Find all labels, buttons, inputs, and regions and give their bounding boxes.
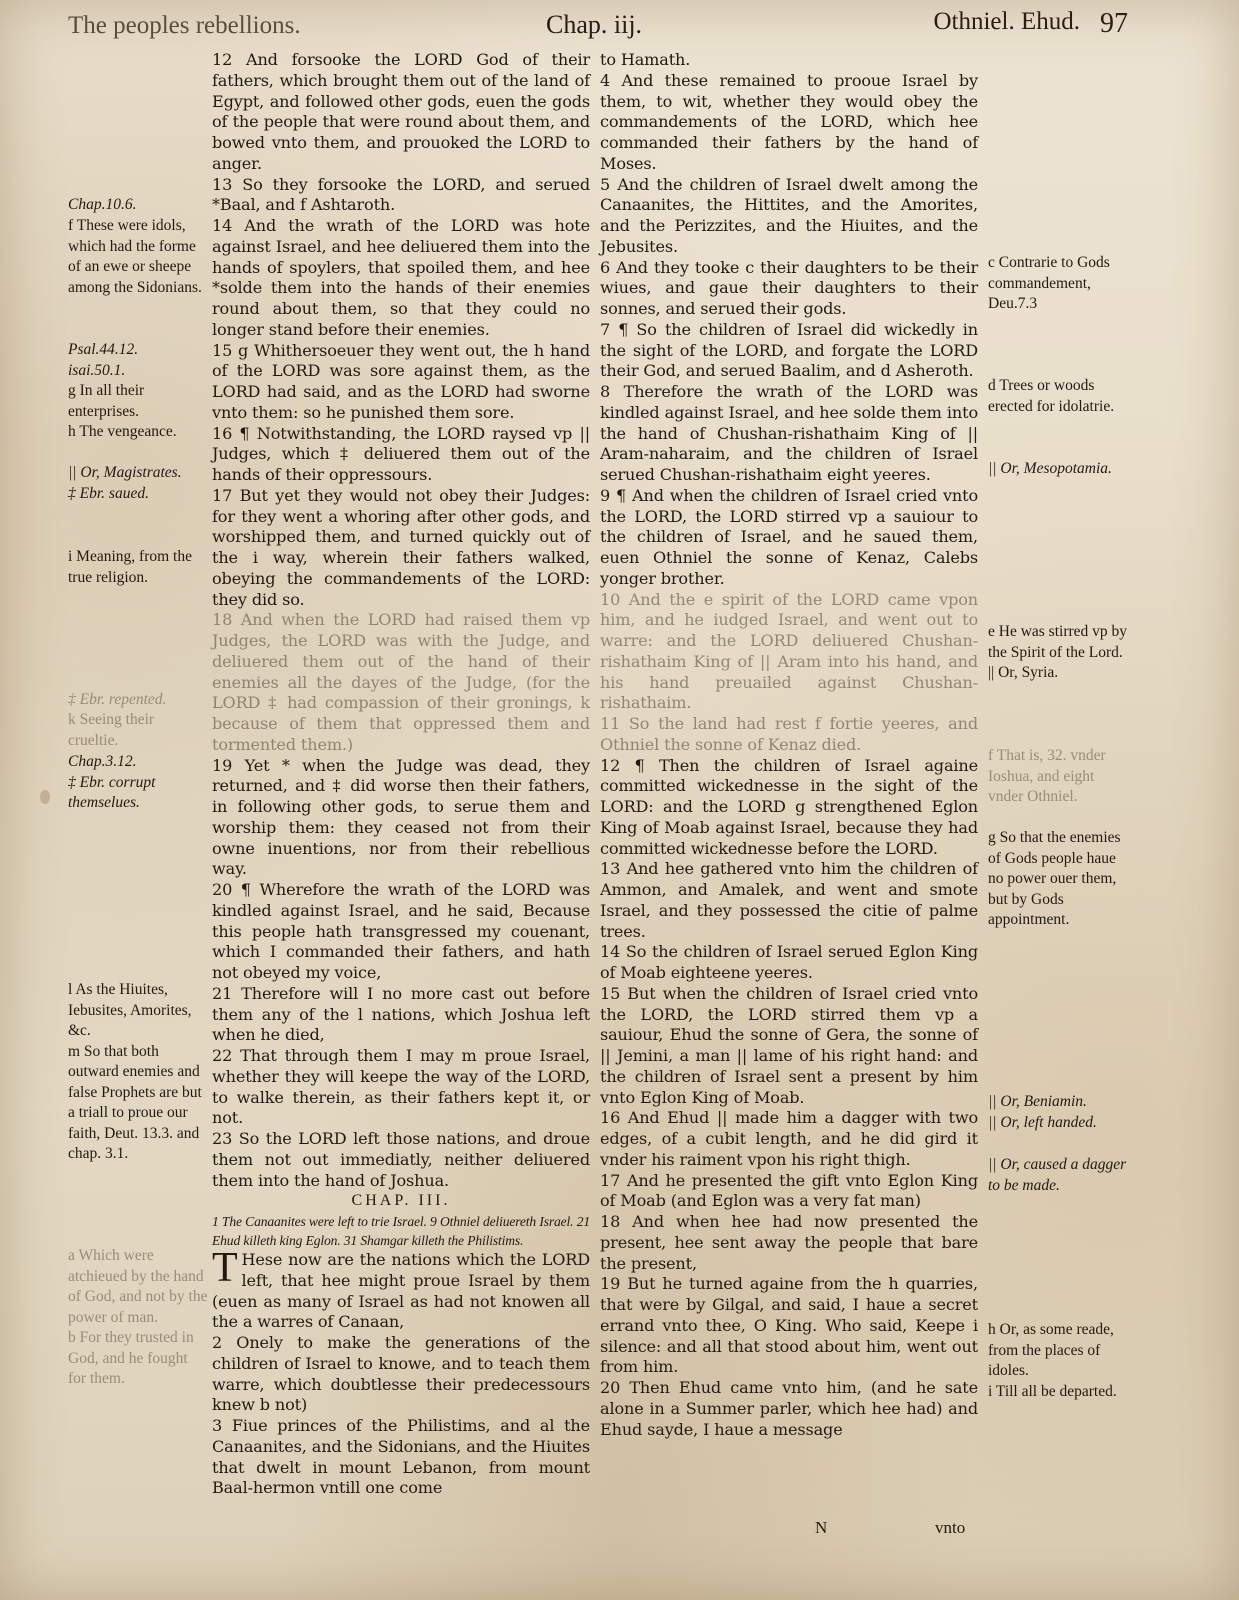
margin-note: l As the Hiuites, Iebusites, Amorites, &c. m So that both outward enemies and false Prophets are but a triall to proue our faith, Deut. 13.3. and chap. 3.1. bbox=[68, 981, 202, 1162]
verse: 5 And the children of Israel dwelt among the Canaanites, the Hittites, and the Amorites, and the Perizzites, and the Hiuites, and the Jebusites. bbox=[600, 174, 978, 256]
verse: 16 And Ehud || made him a dagger with two edges, of a cubit length, and he did gird it vnder his raiment vpon his right thigh. bbox=[600, 1108, 978, 1169]
verse: 16 ¶ Notwithstanding, the LORD raysed vp || Judges, which ‡ deliuered them out of the hands of their oppressours. bbox=[212, 423, 590, 484]
header-right-title: Othniel. Ehud. bbox=[933, 8, 1080, 35]
verse: 14 So the children of Israel serued Eglon King of Moab eighteene yeeres. bbox=[600, 942, 978, 982]
catchword: vnto bbox=[935, 1518, 966, 1537]
verse: 20 Then Ehud came vnto him, (and he sate alone in a Summer parler, which hee had) and Ehud sayde, I haue a message bbox=[600, 1378, 978, 1439]
margin-note: i Meaning, from the true religion. bbox=[68, 548, 192, 586]
margin-note: f These were idols, which had the forme of an ewe or sheepe among the Sidonians. bbox=[68, 217, 202, 296]
margin-note: ‡ Ebr. repented. bbox=[68, 691, 167, 708]
verse: 17 And he presented the gift vnto Eglon King of Moab (and Eglon was a very fat man) bbox=[600, 1170, 978, 1211]
verse: 11 So the land had rest f fortie yeeres, and Othniel the sonne of Kenaz died. bbox=[600, 714, 978, 754]
chapter-summary: 1 The Canaanites were left to trie Israel. 9 Othniel deliuereth Israel. 21 Ehud killeth king Eglon. 31 Shamgar killeth the Philistims. bbox=[212, 1214, 590, 1248]
text-column-right bbox=[600, 50, 978, 1440]
verse: 4 And these remained to prooue Israel by them, to wit, whether they would obey the commandements of the LORD, which hee commanded their fathers by the hand of Moses. bbox=[600, 70, 978, 173]
header-left-title: The peoples rebellions. bbox=[68, 12, 301, 39]
verse: 13 And hee gathered vnto him the children of Ammon, and Amalek, and went and smote Israel, and they possessed the citie of palme trees. bbox=[600, 859, 978, 941]
margin-note: g So that the enemies of Gods people haue no power ouer them, but by Gods appointment. bbox=[988, 829, 1121, 928]
margin-note: Chap.3.12. ‡ Ebr. corrupt themselues. bbox=[68, 753, 156, 811]
chapter-heading: CHAP. III. bbox=[351, 1192, 451, 1210]
verse: 8 Therefore the wrath of the LORD was kindled against Israel, and hee solde them into the hand of Chushan-rishathaim King of || Aram-naharaim, and the children of Israel serued Chushan-rishathaim eight yeeres. bbox=[600, 382, 978, 484]
drop-cap: T bbox=[212, 1245, 238, 1291]
margin-note: c Contrarie to Gods commandement, Deu.7.3 bbox=[988, 254, 1110, 312]
ink-stain bbox=[40, 790, 50, 804]
header-chapter: Chap. iij. bbox=[546, 10, 643, 39]
verse: 12 ¶ Then the children of Israel againe committed wickednesse in the sight of the LORD: and the LORD g strengthened Eglon King of Moab against Israel, because they had committed wickednesse before the LORD. bbox=[600, 755, 978, 858]
verse: 2 Onely to make the generations of the children of Israel to knowe, and to teach them warre, which doubtlesse their predecessours knew b not) bbox=[212, 1333, 590, 1415]
verse: 20 ¶ Wherefore the wrath of the LORD was kindled against Israel, and he said, Because this people hath transgressed my couenant, which I commanded their fathers, and hath not obeyed my voice, bbox=[212, 880, 590, 982]
margin-note: a Which were atchieued by the hand of God, and not by the power of man. b For they trusted in God, and he fought for them. bbox=[68, 1247, 208, 1387]
verse: 19 But he turned againe from the h quarries, that were by Gilgal, and said, I haue a secret errand vnto thee, O King. Who said, Keepe i silence: and all that stood about him, went out from him. bbox=[600, 1274, 978, 1377]
margin-note: || Or, Magistrates. ‡ Ebr. saued. bbox=[68, 464, 182, 502]
opening-text: Hese now are the nations which the LORD left, that hee might proue Israel by them (euen as many of Israel as had not knowen all the a warres of Canaan, bbox=[212, 1250, 590, 1332]
text-column-left bbox=[212, 50, 590, 1499]
verse: 15 g Whithersoeuer they went out, the h hand of the LORD was sore against them, as the LORD had said, and as the LORD had sworne vnto them: so he punished them sore. bbox=[212, 340, 590, 422]
margin-note: d Trees or woods erected for idolatrie. bbox=[988, 377, 1115, 415]
margin-note: g In all their enterprises. h The vengeance. bbox=[68, 382, 177, 440]
margin-note: h Or, as some reade, from the places of idoles. i Till all be departed. bbox=[988, 1321, 1117, 1400]
margin-note: || Or, caused a dagger to be made. bbox=[988, 1156, 1127, 1194]
verse: 18 And when hee had now presented the present, hee sent away the people that bare the present, bbox=[600, 1212, 978, 1273]
verse: 7 ¶ So the children of Israel did wickedly in the sight of the LORD, and forgate the LORD their God, and serued Baalim, and d Asheroth. bbox=[600, 319, 978, 381]
verse: 10 And the e spirit of the LORD came vpon him, and he iudged Israel, and went out to warre: and the LORD deliuered Chushan-rishathaim King of || Aram into his hand, and his hand preuailed against Chushan-rishathaim. bbox=[600, 589, 978, 713]
margin-note: Psal.44.12. isai.50.1. bbox=[68, 341, 139, 379]
margin-note: Chap.10.6. bbox=[68, 196, 137, 213]
margin-note: || Or, Mesopotamia. bbox=[988, 460, 1112, 477]
verse: 13 So they forsooke the LORD, and serued *Baal, and f Ashtaroth. bbox=[212, 174, 590, 215]
margin-note: || Or, Beniamin. || Or, left handed. bbox=[988, 1093, 1097, 1131]
verse: 14 And the wrath of the LORD was hote against Israel, and hee deliuered them into the hands of spoylers, that spoiled them, and hee *solde them into the hands of their enemies round about them, so that they could no longer stand before their enemies. bbox=[212, 216, 590, 339]
chapter-opening bbox=[212, 1245, 590, 1333]
verse: 21 Therefore will I no more cast out before them any of the l nations, which Joshua left when he died, bbox=[212, 983, 590, 1045]
margin-note: e He was stirred vp by the Spirit of the Lord. || Or, Syria. bbox=[988, 623, 1128, 681]
verse: 18 And when the LORD had raised them vp Judges, the LORD was with the Judge, and deliuered them out of the hand of their enemies all the dayes of the Judge, (for the LORD ‡ had compassion of their gronings, k because of them that oppressed them and tormented them.) bbox=[212, 610, 590, 754]
running-header bbox=[68, 6, 1128, 40]
verse: 22 That through them I may m proue Israel, whether they will keepe the way of the LORD, to walke therein, as their fathers kept it, or not. bbox=[212, 1046, 590, 1128]
verse: 9 ¶ And when the children of Israel cried vnto the LORD, the LORD stirred vp a sauiour to the children of Israel, and he saued them, euen Othniel the sonne of Kenaz, Calebs yonger brother. bbox=[600, 485, 978, 588]
verse: 6 And they tooke c their daughters to be their wiues, and gaue their daughters to their sonnes, and serued their gods. bbox=[600, 257, 978, 318]
verse: 3 Fiue princes of the Philistims, and al the Canaanites, and the Sidonians, and the Hiuites that dwelt in mount Lebanon, from mount Baal-hermon vntill one come bbox=[212, 1416, 590, 1498]
verse: 12 And forsooke the LORD God of their fathers, which brought them out of the land of Egypt, and followed other gods, euen the gods of the people that were round about them, and bowed vnto them, and prouoked the LORD to anger. bbox=[212, 50, 590, 173]
verse: to Hamath. bbox=[600, 50, 691, 69]
signature-mark: N bbox=[815, 1518, 828, 1537]
verse: 17 But yet they would not obey their Judges: for they went a whoring after other gods, and worshipped them, and turned quickly out of the i way, wherein their fathers walked, obeying the commandements of the LORD: they did so. bbox=[212, 485, 590, 609]
page-number: 97 bbox=[1100, 8, 1128, 39]
verse: 15 But when the children of Israel cried vnto the LORD, the LORD stirred them vp a sauiour, Ehud the sonne of Gera, the sonne of || Jemini, a man || lame of his right hand: and the children of Israel sent a present by him vnto Eglon King of Moab. bbox=[600, 983, 978, 1107]
verse: 23 So the LORD left those nations, and droue them not out immediatly, neither deliuered them into the hand of Joshua. bbox=[212, 1129, 590, 1190]
margin-note: k Seeing their crueltie. bbox=[68, 711, 155, 749]
margin-note: f That is, 32. vnder Ioshua, and eight vnder Othniel. bbox=[988, 747, 1106, 805]
verse: 19 Yet * when the Judge was dead, they returned, and ‡ did worse then their fathers, in following other gods, to serue them and worship them: they ceased not from their owne inuentions, nor from their rebellious way. bbox=[212, 755, 590, 879]
